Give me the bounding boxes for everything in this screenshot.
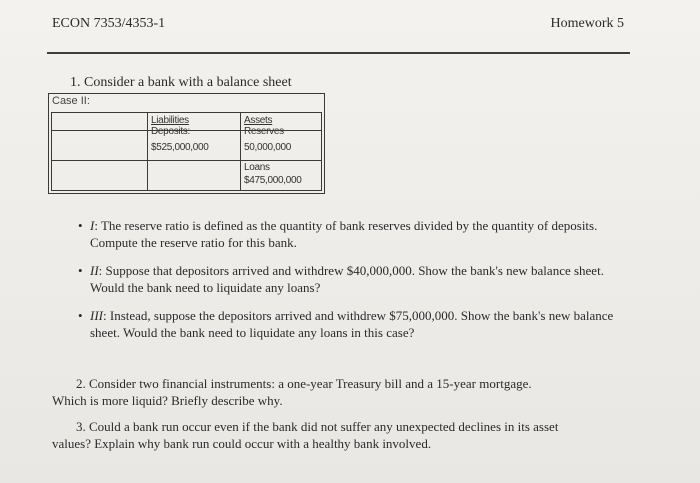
- question-2: [52, 375, 632, 409]
- balance-sheet-table: [48, 93, 325, 194]
- part-numeral: I: [90, 218, 95, 233]
- question-3: [52, 418, 632, 452]
- loans-amount: $475,000,000: [244, 175, 302, 186]
- grid-line: [147, 113, 148, 190]
- bullet: •: [78, 218, 83, 233]
- balance-sheet-grid: [51, 112, 322, 191]
- part-i: [78, 217, 633, 251]
- course-title: ECON 7353/4353-1: [52, 16, 166, 31]
- deposits-amount: $525,000,000: [151, 142, 209, 153]
- bullet: •: [78, 263, 83, 278]
- reserves-amount: 50,000,000: [244, 142, 292, 153]
- question-1-parts: [78, 217, 633, 352]
- deposits-label: Deposits:: [151, 126, 190, 137]
- part-text: : Instead, suppose the depositors arrived and withdrew $75,000,000. Show the bank's new balance sheet. Would the bank need to liquidate any loans in this case?: [90, 308, 614, 340]
- bullet: •: [78, 308, 83, 323]
- part-numeral: III: [90, 308, 103, 323]
- part-text: : Suppose that depositors arrived and withdrew $40,000,000. Show the bank's new balance sheet. Would the bank need to liquidate any loans?: [90, 263, 604, 295]
- question-3-line-2: values? Explain why bank run could occur with a healthy bank involved.: [52, 436, 432, 451]
- question-2-line-2: Which is more liquid? Briefly describe why.: [52, 393, 283, 408]
- question-1-intro: 1. Consider a bank with a balance sheet: [70, 75, 292, 90]
- assignment-title: Homework 5: [550, 16, 624, 31]
- assets-heading: Assets: [244, 115, 273, 126]
- part-text: : The reserve ratio is defined as the quantity of bank reserves divided by the quantity of deposits. Compute the reserve ratio for this bank.: [90, 218, 598, 250]
- question-2-line-1: 2. Consider two financial instruments: a one-year Treasury bill and a 15-year mortgage.: [76, 376, 532, 391]
- case-label: Case II:: [52, 95, 90, 107]
- question-3-line-1: 3. Could a bank run occur even if the bank did not suffer any unexpected declines in its asset: [76, 419, 559, 434]
- grid-line: [240, 113, 241, 190]
- part-numeral: II: [90, 263, 99, 278]
- header-divider: [47, 52, 630, 54]
- liabilities-heading: Liabilities: [151, 115, 189, 126]
- part-ii: [78, 262, 633, 296]
- loans-label: Loans: [244, 162, 270, 173]
- grid-line: [52, 160, 321, 161]
- reserves-label: Reserves: [244, 126, 284, 137]
- part-iii: [78, 307, 633, 341]
